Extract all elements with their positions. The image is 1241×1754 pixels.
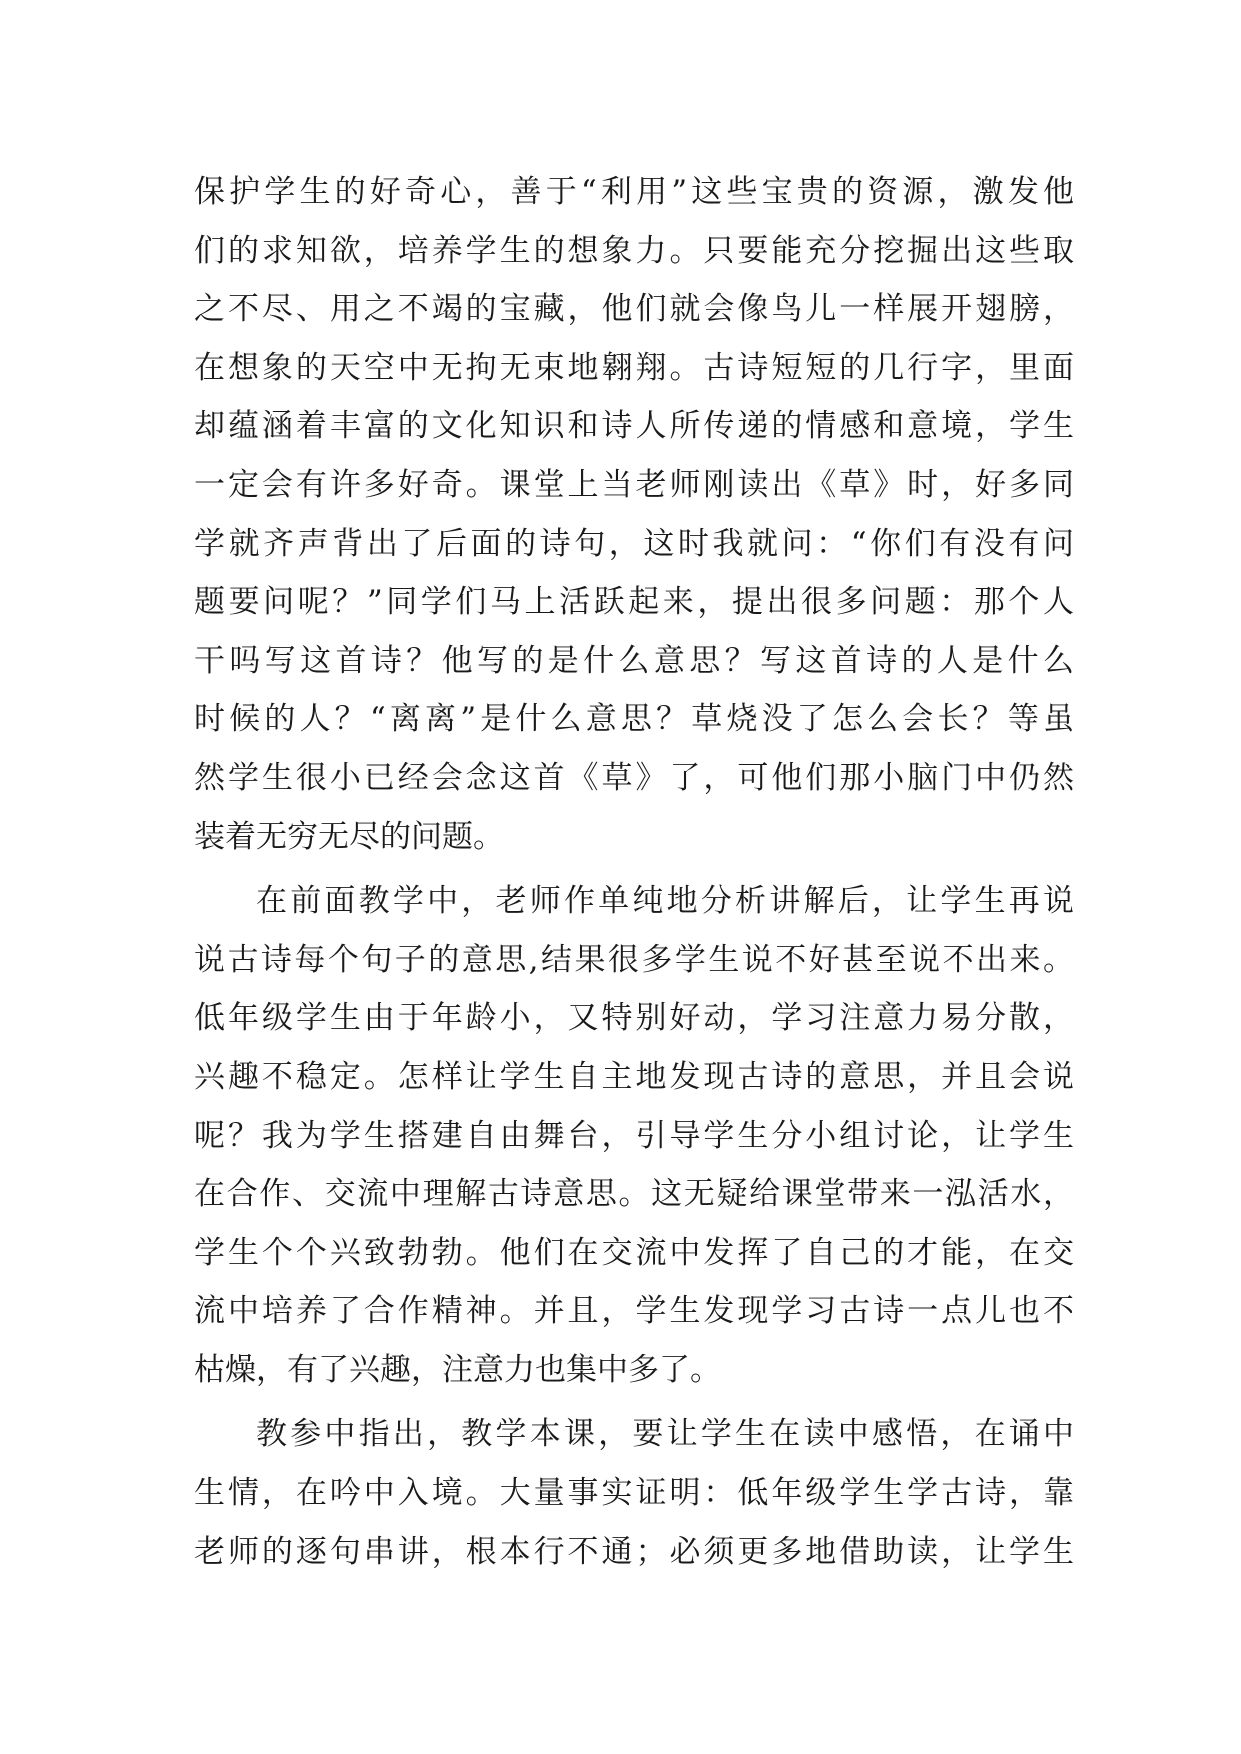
text-line: 在想象的天空中无拘无束地翱翔。古诗短短的几行字，里面 xyxy=(194,349,1074,386)
text-line: 生情，在吟中入境。大量事实证明：低年级学生学古诗，靠 xyxy=(194,1475,1074,1512)
text-line: 干吗写这首诗？他写的是什么意思？写这首诗的人是什么 xyxy=(194,642,1074,679)
paragraph-3 xyxy=(194,1405,1074,1581)
text-line: 低年级学生由于年龄小，又特别好动，学习注意力易分散， xyxy=(194,1000,1074,1037)
text-line: 呢？我为学生搭建自由舞台，引导学生分小组讨论，让学生 xyxy=(194,1117,1074,1154)
text-line: 保护学生的好奇心，善于“利用”这些宝贵的资源，激发他 xyxy=(194,174,1074,210)
body-text xyxy=(194,163,1074,1581)
text-line: 题要问呢？”同学们马上活跃起来，提出很多问题：那个人 xyxy=(194,584,1074,621)
text-line: 学生个个兴致勃勃。他们在交流中发挥了自己的才能，在交 xyxy=(194,1234,1074,1271)
text-line: 枯燥，有了兴趣，注意力也集中多了。 xyxy=(194,1351,721,1388)
paragraph-1 xyxy=(194,163,1074,866)
text-line: 教参中指出，教学本课，要让学生在读中感悟，在诵中 xyxy=(256,1416,1074,1453)
text-line: 一定会有许多好奇。课堂上当老师刚读出《草》时，好多同 xyxy=(194,466,1074,503)
text-line: 流中培养了合作精神。并且，学生发现学习古诗一点儿也不 xyxy=(194,1293,1074,1330)
text-line: 时候的人？“离离”是什么意思？草烧没了怎么会长？等虽 xyxy=(194,701,1074,738)
text-line: 在前面教学中，老师作单纯地分析讲解后，让学生再说 xyxy=(256,883,1074,920)
text-line: 兴趣不稳定。怎样让学生自主地发现古诗的意思，并且会说 xyxy=(194,1058,1074,1095)
paragraph-2 xyxy=(194,872,1074,1399)
text-line: 们的求知欲，培养学生的想象力。只要能充分挖掘出这些取 xyxy=(194,232,1074,269)
text-line: 却蕴涵着丰富的文化知识和诗人所传递的情感和意境，学生 xyxy=(194,408,1074,445)
text-line: 在合作、交流中理解古诗意思。这无疑给课堂带来一泓活水， xyxy=(194,1176,1074,1213)
text-line: 老师的逐句串讲，根本行不通；必须更多地借助读，让学生 xyxy=(194,1533,1074,1570)
text-line: 然学生很小已经会念这首《草》了，可他们那小脑门中仍然 xyxy=(194,759,1074,796)
text-line: 学就齐声背出了后面的诗句，这时我就问：“你们有没有问 xyxy=(194,525,1074,562)
text-line: 说古诗每个句子的意思,结果很多学生说不好甚至说不出来。 xyxy=(194,941,1074,978)
text-line: 装着无穷无尽的问题。 xyxy=(194,818,504,855)
text-line: 之不尽、用之不竭的宝藏，他们就会像鸟儿一样展开翅膀， xyxy=(194,291,1074,328)
